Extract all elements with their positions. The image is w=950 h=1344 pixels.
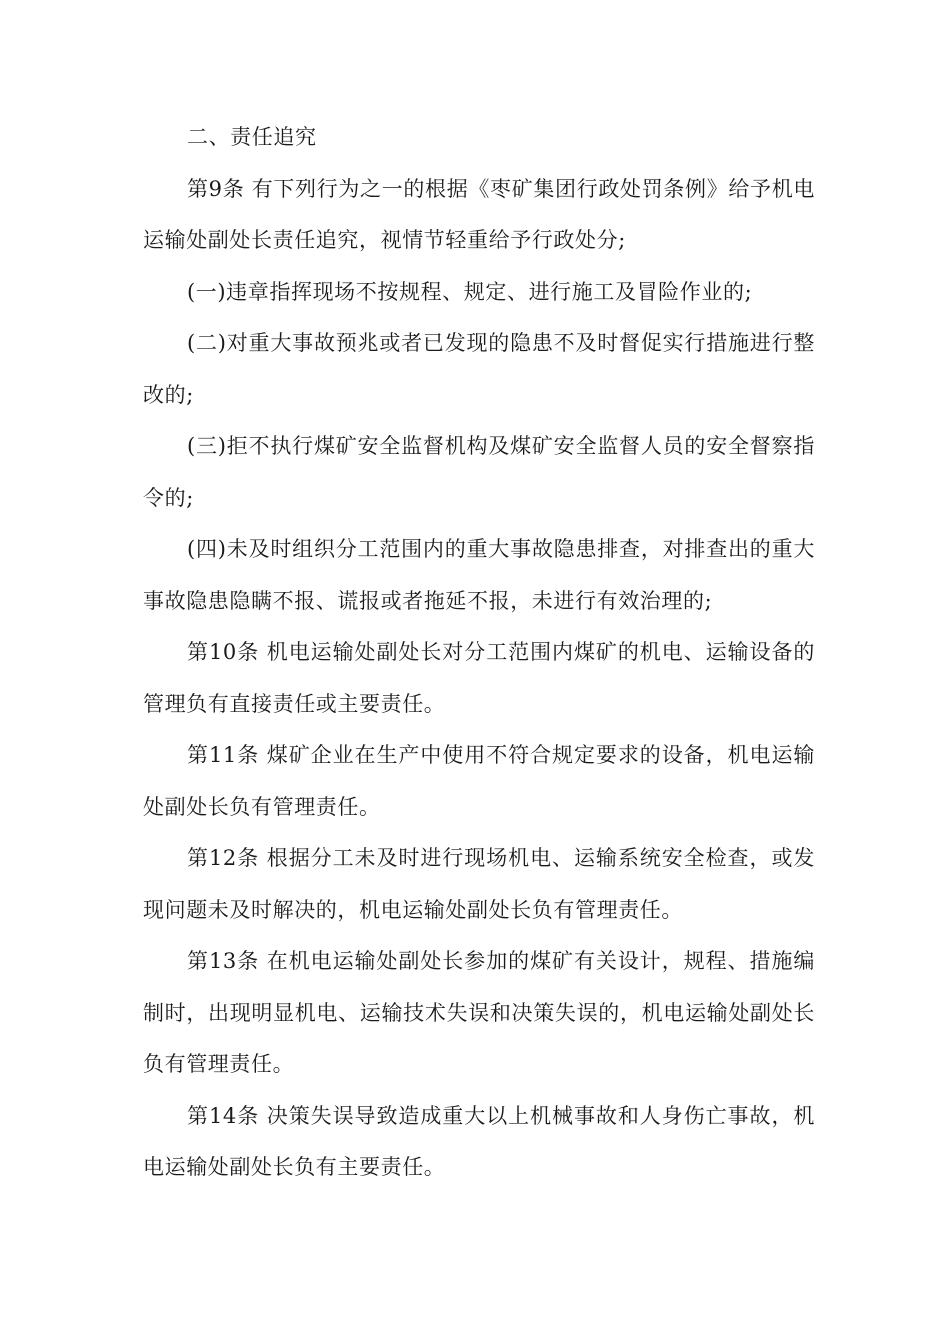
article-13: 第13条 在机电运输处副处长参加的煤矿有关设计，规程、措施编制时，出现明显机电、运输技术失误和决策失误的，机电运输处副处长负有管理责任。 <box>143 949 815 1076</box>
article-10: 第10条 机电运输处副处长对分工范围内煤矿的机电、运输设备的管理负有直接责任或主要责任。 <box>143 640 815 716</box>
article-9: 第9条 有下列行为之一的根据《枣矿集团行政处罚条例》给予机电运输处副处长责任追究，视情节轻重给予行政处分; <box>143 176 815 252</box>
article-9-item-1: (一)违章指挥现场不按规程、规定、进行施工及冒险作业的; <box>187 279 753 304</box>
section-heading: 二、责任追究 <box>187 125 317 149</box>
article-9-item-4: (四)未及时组织分工范围内的重大事故隐患排查，对排查出的重大事故隐患隐瞒不报、谎报或者拖延不报，未进行有效治理的; <box>143 537 815 613</box>
article-12: 第12条 根据分工未及时进行现场机电、运输系统安全检查，或发现问题未及时解决的，机电运输处副处长负有管理责任。 <box>143 846 815 922</box>
article-9-item-3: (三)拒不执行煤矿安全监督机构及煤矿安全监督人员的安全督察指令的; <box>143 434 815 510</box>
article-9-item-2: (二)对重大事故预兆或者已发现的隐患不及时督促实行措施进行整改的; <box>143 331 815 407</box>
article-14: 第14条 决策失误导致造成重大以上机械事故和人身伤亡事故，机电运输处副处长负有主要责任。 <box>143 1103 815 1179</box>
article-11: 第11条 煤矿企业在生产中使用不符合规定要求的设备，机电运输处副处长负有管理责任。 <box>143 743 815 819</box>
document-body <box>143 112 815 1194</box>
